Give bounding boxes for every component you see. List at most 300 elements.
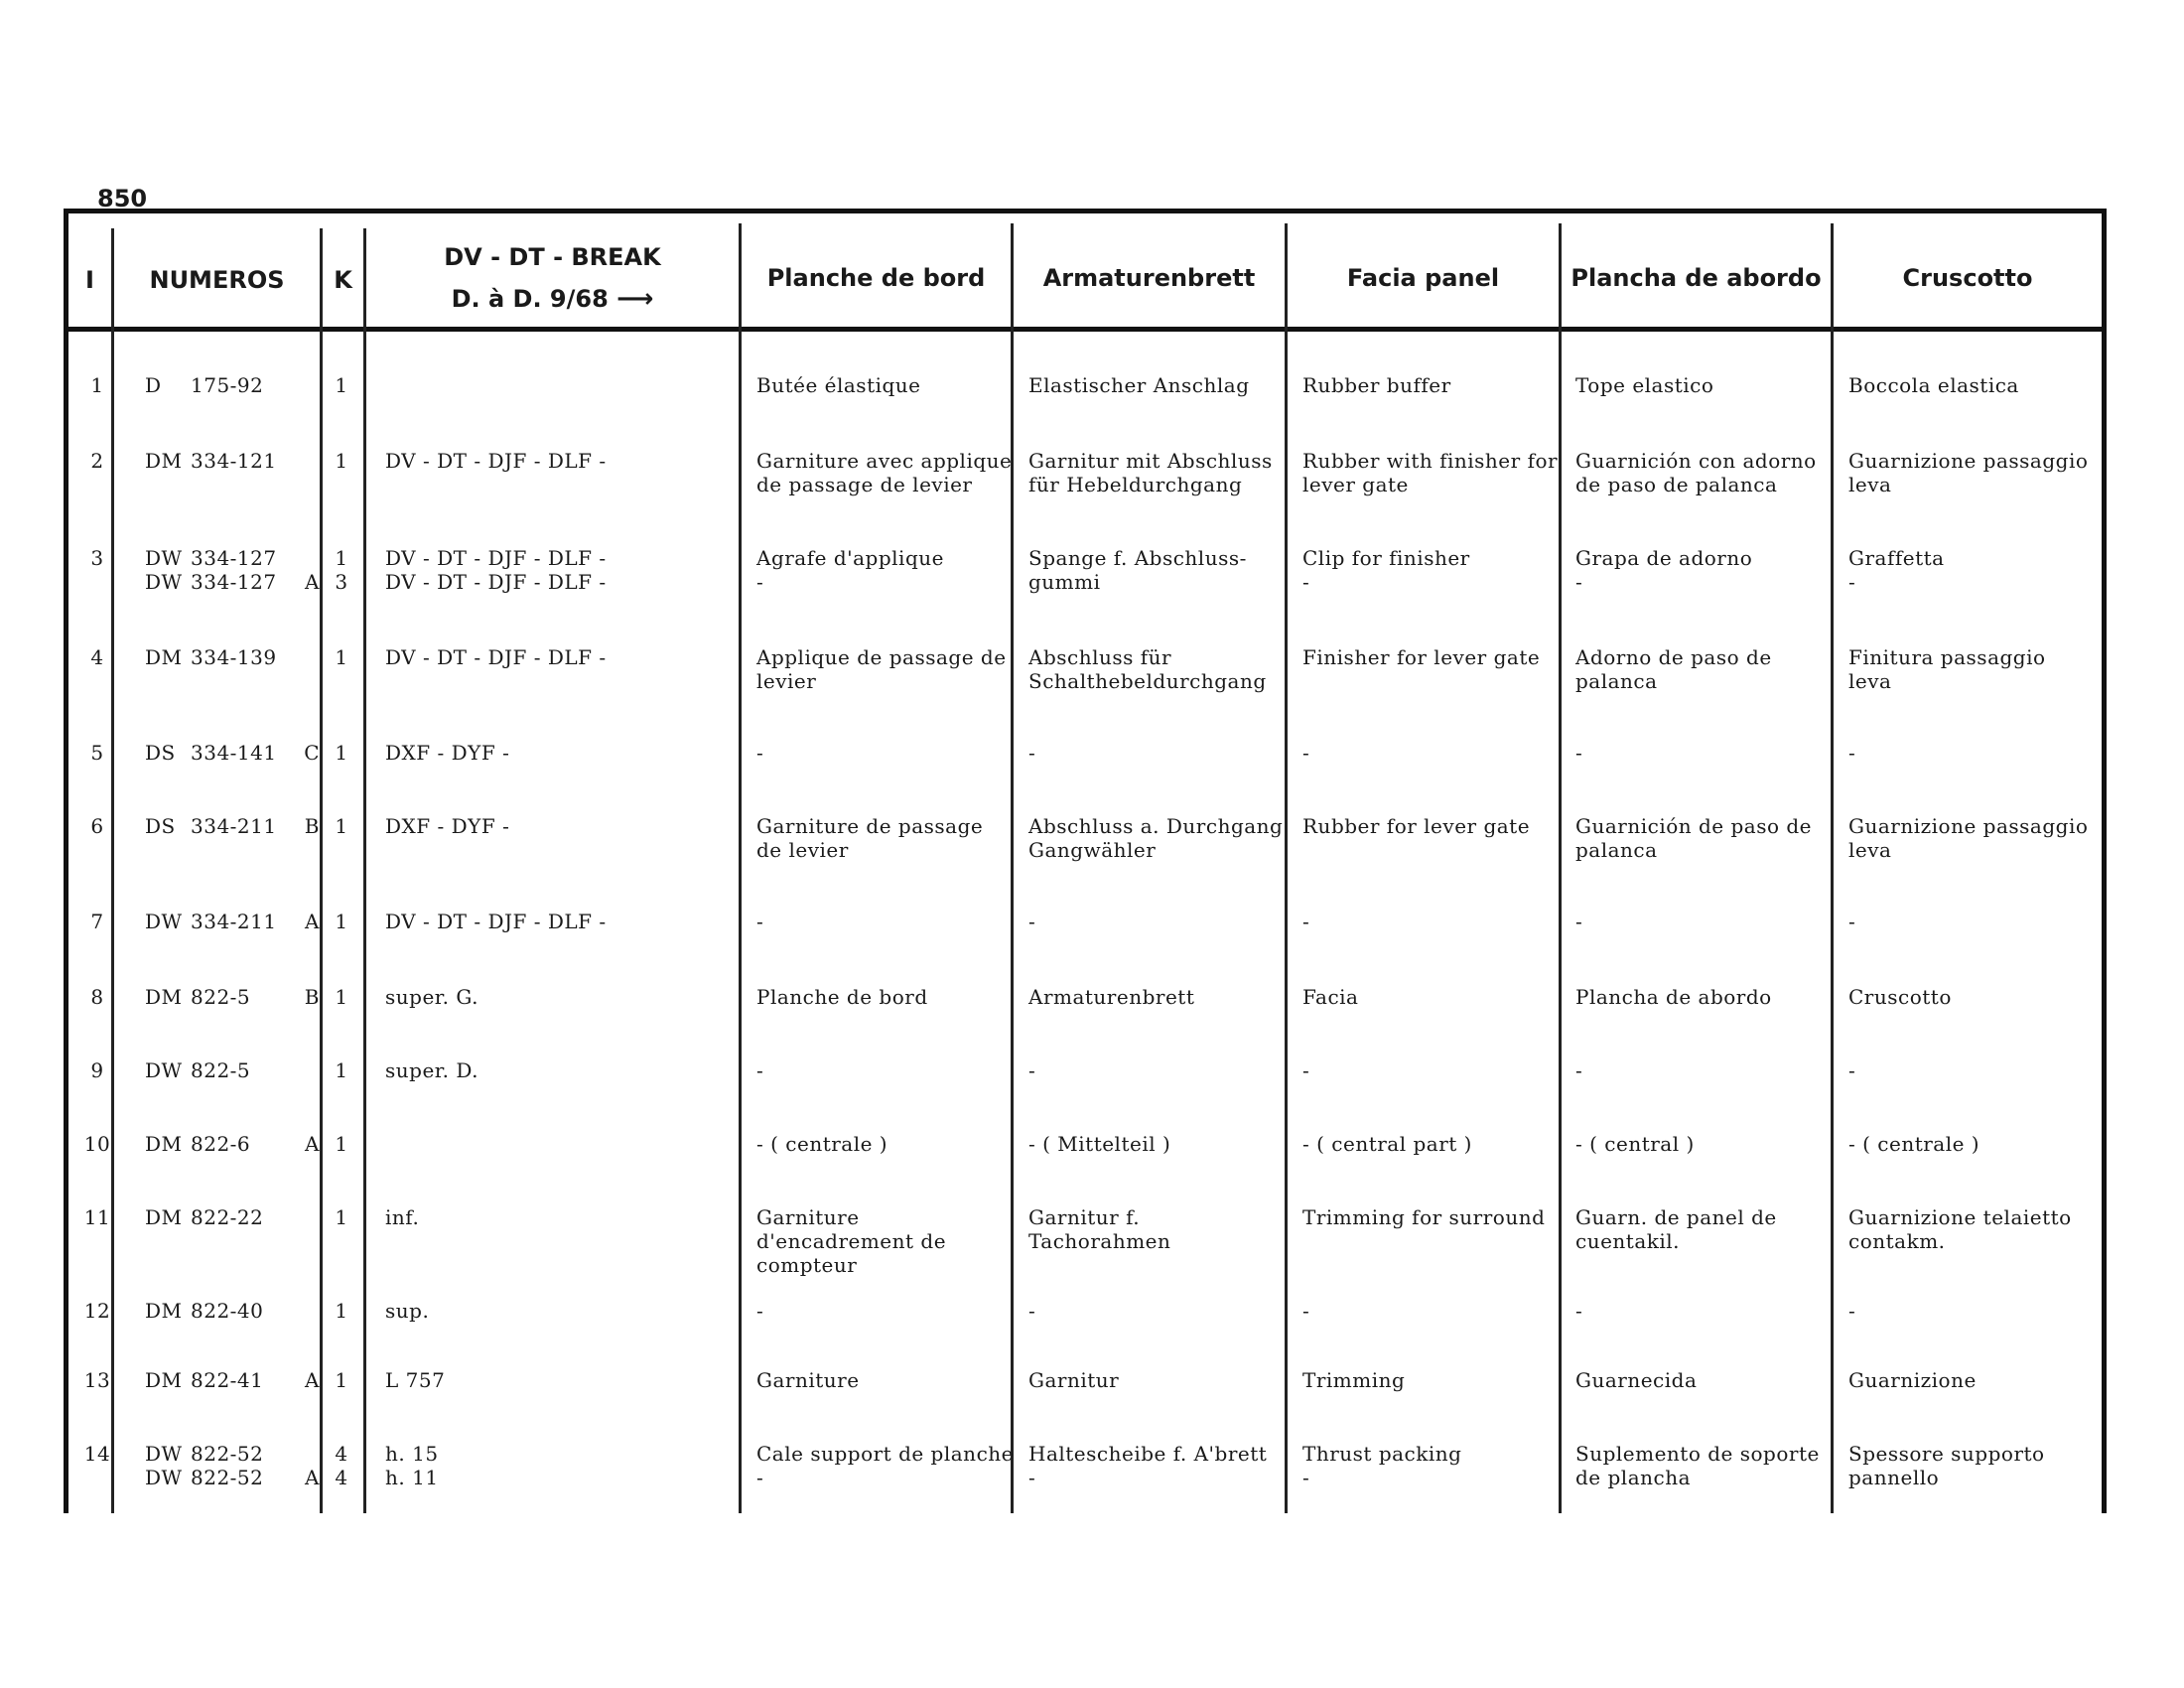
part-suffix: A [305, 1132, 320, 1156]
part-prefix: DW [145, 546, 183, 570]
quantity-value: 1 [335, 1132, 348, 1156]
description-italian-text: - [1848, 1299, 1856, 1323]
quantity-value: 1 [335, 1058, 348, 1082]
header-numeros: NUMEROS [149, 266, 285, 294]
quantity [332, 1368, 351, 1392]
description-italian [1848, 1368, 2095, 1392]
description-english-text: Clip for finisher [1302, 546, 1470, 570]
part-number [145, 645, 320, 669]
part-number-line [145, 1058, 320, 1082]
description-french-text: Garniture avec applique de passage de levier [756, 449, 1013, 496]
model-applicability [385, 814, 509, 838]
description-french [756, 1205, 1015, 1277]
description-german [1028, 1368, 1289, 1392]
header-model-line2: D. à D. 9/68 [451, 285, 609, 313]
header-italian: Cruscotto [1902, 264, 2033, 292]
model-value: DV - DT - DJF - DLF - [385, 645, 607, 669]
description-spanish-text: Grapa de adorno [1575, 546, 1753, 570]
part-number [145, 1205, 320, 1229]
description-french [756, 1132, 1015, 1156]
part-code: 822-6 [191, 1132, 251, 1156]
quantity [332, 985, 351, 1009]
description-italian-text: Boccola elastica [1848, 373, 2019, 397]
part-suffix: C [304, 741, 320, 765]
part-number-line [145, 1466, 320, 1489]
description-english [1302, 1442, 1563, 1489]
description-german [1028, 814, 1289, 862]
column-divider [363, 228, 366, 1513]
quantity [332, 814, 351, 838]
description-spanish [1575, 814, 1834, 862]
quantity-value: 1 [335, 373, 348, 397]
quantity-value: 1 [335, 814, 348, 838]
description-german-text-2 [1028, 594, 1289, 618]
description-spanish [1575, 373, 1834, 397]
description-english [1302, 373, 1563, 397]
description-german [1028, 741, 1289, 765]
description-english-text: Trimming for surround [1302, 1205, 1546, 1229]
header-index: I [85, 266, 94, 294]
row-index: 8 [90, 985, 104, 1009]
model-applicability [385, 546, 607, 594]
quantity-value: 1 [335, 1205, 348, 1229]
description-spanish [1575, 1058, 1834, 1082]
description-german-text: - ( Mittelteil ) [1028, 1132, 1171, 1156]
part-code: 334-211 [191, 814, 277, 838]
model-value: super. G. [385, 985, 478, 1009]
description-french [756, 910, 1015, 933]
description-italian-text-2 [1848, 1489, 2095, 1513]
part-number-line [145, 1299, 320, 1323]
quantity-value: 4 [335, 1466, 348, 1489]
header-english: Facia panel [1346, 264, 1500, 292]
model-value: DV - DT - DJF - DLF - [385, 910, 607, 933]
description-italian [1848, 546, 2095, 594]
model-applicability [385, 449, 607, 473]
part-code: 822-5 [191, 985, 251, 1009]
description-english [1302, 1132, 1563, 1156]
model-applicability [385, 1442, 439, 1489]
description-english [1302, 1058, 1563, 1082]
description-spanish-text: Plancha de abordo [1575, 985, 1772, 1009]
description-italian-text: Finitura passaggio leva [1848, 645, 2046, 693]
description-english-text: Finisher for lever gate [1302, 645, 1541, 669]
description-italian [1848, 910, 2095, 933]
description-english-text: - [1302, 910, 1310, 933]
description-french [756, 546, 1015, 594]
header-german: Armaturenbrett [1042, 264, 1256, 292]
part-number-line [145, 570, 320, 594]
description-italian [1848, 985, 2095, 1009]
model-applicability [385, 985, 478, 1009]
description-german-text: Spange f. Abschluss-gummi [1028, 546, 1247, 594]
description-german [1028, 1299, 1289, 1323]
quantity [332, 1442, 351, 1489]
description-german-text: Garnitur [1028, 1368, 1120, 1392]
part-number [145, 814, 320, 838]
description-german [1028, 910, 1289, 933]
header-k: K [334, 266, 352, 294]
description-spanish-text: Tope elastico [1575, 373, 1714, 397]
part-prefix: DM [145, 1368, 183, 1392]
description-spanish [1575, 985, 1834, 1009]
part-suffix: A [305, 1368, 320, 1392]
description-german [1028, 449, 1289, 496]
description-italian-text: Graffetta [1848, 546, 1945, 570]
description-english [1302, 1205, 1563, 1229]
description-spanish-text: Suplemento de soporte de plancha [1575, 1442, 1820, 1489]
model-value: sup. [385, 1299, 430, 1323]
description-spanish [1575, 546, 1834, 594]
row-index: 9 [90, 1058, 104, 1082]
description-spanish [1575, 910, 1834, 933]
row-index: 11 [83, 1205, 111, 1229]
description-spanish [1575, 1442, 1834, 1513]
header-model-line2-wrap [452, 278, 654, 320]
row-index: 6 [90, 814, 104, 838]
description-italian-text: Guarnizione [1848, 1368, 1977, 1392]
description-german-text-2: - [1028, 1466, 1036, 1489]
part-prefix: DM [145, 1299, 183, 1323]
description-italian [1848, 1299, 2095, 1323]
description-french-text: - [756, 910, 764, 933]
part-prefix: DW [145, 1466, 183, 1489]
description-english-text: Rubber with finisher for lever gate [1302, 449, 1559, 496]
part-number-line [145, 910, 320, 933]
description-italian [1848, 373, 2095, 397]
description-english [1302, 1368, 1563, 1392]
description-italian-text: Spessore supporto pannello [1848, 1442, 2045, 1489]
part-code: 175-92 [191, 373, 264, 397]
description-english-text: - [1302, 1299, 1310, 1323]
part-number [145, 1442, 320, 1489]
part-number [145, 449, 320, 473]
description-french-text: - ( centrale ) [756, 1132, 888, 1156]
description-spanish-text: - [1575, 1299, 1583, 1323]
part-prefix: DM [145, 985, 183, 1009]
description-french [756, 1368, 1015, 1392]
description-italian [1848, 1442, 2095, 1513]
description-italian-text: - [1848, 910, 1856, 933]
part-number-line [145, 1442, 320, 1466]
part-number [145, 373, 320, 397]
quantity-value: 1 [335, 1299, 348, 1323]
description-german [1028, 546, 1289, 618]
description-italian [1848, 814, 2095, 862]
description-french [756, 741, 1015, 765]
quantity-value: 4 [335, 1442, 348, 1466]
part-number-line [145, 645, 320, 669]
description-italian [1848, 1205, 2095, 1253]
part-number-line [145, 373, 320, 397]
quantity-value: 1 [335, 645, 348, 669]
row-index: 13 [83, 1368, 111, 1392]
description-german-text: Elastischer Anschlag [1028, 373, 1250, 397]
part-suffix: A [305, 1466, 320, 1489]
quantity [332, 910, 351, 933]
part-prefix: DM [145, 1205, 183, 1229]
description-spanish [1575, 645, 1834, 693]
column-divider [739, 223, 742, 1513]
model-value: DV - DT - DJF - DLF - [385, 570, 607, 594]
model-applicability [385, 910, 607, 933]
description-german-text: Armaturenbrett [1028, 985, 1195, 1009]
quantity [332, 449, 351, 473]
row-index: 5 [90, 741, 104, 765]
quantity [332, 1205, 351, 1229]
model-value: DV - DT - DJF - DLF - [385, 546, 607, 570]
description-german [1028, 1442, 1289, 1489]
part-code: 822-5 [191, 1058, 251, 1082]
description-french-text: Planche de bord [756, 985, 928, 1009]
description-italian-text: Guarnizione passaggio leva [1848, 449, 2089, 496]
part-code: 334-211 [191, 910, 277, 933]
description-english-text: Rubber buffer [1302, 373, 1451, 397]
description-spanish-text: Guarnición de paso de palanca [1575, 814, 1813, 862]
description-spanish-text: Adorno de paso de palanca [1575, 645, 1772, 693]
description-spanish-text: - [1575, 741, 1583, 765]
description-english-text: Facia [1302, 985, 1359, 1009]
part-number-line [145, 449, 320, 473]
row-index: 4 [90, 645, 104, 669]
description-italian-text: Guarnizione passaggio leva [1848, 814, 2089, 862]
description-german [1028, 1132, 1289, 1156]
model-value: DXF - DYF - [385, 814, 510, 838]
description-french-text: Agrafe d'applique [756, 546, 944, 570]
description-spanish [1575, 1132, 1834, 1156]
description-german-text: Abschluss a. Durchgang Gangwähler [1028, 814, 1284, 862]
description-english-text-2: - [1302, 570, 1310, 594]
part-prefix: DS [145, 741, 176, 765]
description-spanish [1575, 1299, 1834, 1323]
description-french-text: Cale support de planche [756, 1442, 1014, 1466]
description-english-text: - [1302, 1058, 1310, 1082]
quantity-value: 1 [335, 910, 348, 933]
part-code: 822-52 [191, 1442, 264, 1466]
part-prefix: DS [145, 814, 176, 838]
quantity [332, 1299, 351, 1323]
description-spanish [1575, 1205, 1834, 1253]
part-number-line [145, 546, 320, 570]
description-german [1028, 373, 1289, 397]
description-italian-text-2: - [1848, 570, 1856, 594]
part-number [145, 1368, 320, 1392]
quantity-value: 1 [335, 985, 348, 1009]
model-value [385, 373, 392, 397]
quantity [332, 1132, 351, 1156]
description-italian-text: Guarnizione telaietto contakm. [1848, 1205, 2072, 1253]
part-prefix: DM [145, 645, 183, 669]
description-spanish [1575, 449, 1834, 496]
description-german [1028, 1205, 1289, 1253]
quantity-value: 1 [335, 546, 348, 570]
column-divider [320, 228, 323, 1513]
description-spanish-text: - ( central ) [1575, 1132, 1695, 1156]
description-italian [1848, 1058, 2095, 1082]
part-code: 334-141 [191, 741, 277, 765]
description-spanish-text-2: - [1575, 570, 1583, 594]
quantity [332, 373, 351, 397]
description-german-text: Garnitur mit Abschluss für Hebeldurchgang [1028, 449, 1273, 496]
quantity [332, 645, 351, 669]
description-spanish-text: Guarnecida [1575, 1368, 1698, 1392]
row-index: 14 [83, 1442, 111, 1466]
header-french: Planche de bord [766, 264, 986, 292]
description-italian [1848, 449, 2095, 496]
description-french-text: - [756, 1299, 764, 1323]
model-value: DXF - DYF - [385, 741, 510, 765]
model-applicability [385, 373, 392, 397]
description-german-text: Garnitur f. Tachorahmen [1028, 1205, 1171, 1253]
part-number [145, 910, 320, 933]
part-prefix: DW [145, 1058, 183, 1082]
model-applicability [385, 1132, 392, 1156]
part-number [145, 1058, 320, 1082]
part-prefix: DW [145, 570, 183, 594]
part-number-line [145, 1205, 320, 1229]
description-german [1028, 1058, 1289, 1082]
part-code: 822-22 [191, 1205, 264, 1229]
quantity-value: 1 [335, 741, 348, 765]
part-number [145, 741, 320, 765]
model-applicability [385, 1368, 445, 1392]
quantity-value: 1 [335, 449, 348, 473]
description-german-text: Abschluss für Schalthebeldurchgang [1028, 645, 1267, 693]
description-italian-text: - [1848, 741, 1856, 765]
arrow-right-icon: ⟶ [616, 284, 654, 314]
row-index: 12 [83, 1299, 111, 1323]
description-english [1302, 910, 1563, 933]
row-index: 3 [90, 546, 104, 570]
part-number [145, 985, 320, 1009]
description-italian [1848, 1132, 2095, 1156]
header-rule [64, 327, 2107, 332]
part-number-line [145, 1132, 320, 1156]
part-prefix: DM [145, 449, 183, 473]
description-french [756, 814, 1015, 862]
part-code: 334-127 [191, 570, 277, 594]
model-value: inf. [385, 1205, 420, 1229]
description-english [1302, 741, 1563, 765]
description-german-text: - [1028, 1058, 1036, 1082]
description-english [1302, 814, 1563, 838]
description-french-text-2: - [756, 1466, 764, 1489]
description-spanish-text: Guarn. de panel de cuentakil. [1575, 1205, 1777, 1253]
description-english-text: - [1302, 741, 1310, 765]
part-code: 334-127 [191, 546, 277, 570]
model-applicability [385, 1205, 419, 1229]
part-code: 822-41 [191, 1368, 264, 1392]
model-value: h. 11 [385, 1466, 439, 1489]
part-prefix: DM [145, 1132, 183, 1156]
description-spanish [1575, 741, 1834, 765]
description-english-text-2: - [1302, 1466, 1310, 1489]
row-index: 2 [90, 449, 104, 473]
part-suffix: A [305, 570, 320, 594]
description-french-text: Butée élastique [756, 373, 921, 397]
description-english-text: Thrust packing [1302, 1442, 1462, 1466]
description-italian [1848, 741, 2095, 765]
description-french [756, 373, 1015, 397]
description-french [756, 1442, 1015, 1489]
model-value: h. 15 [385, 1442, 439, 1466]
description-french [756, 1299, 1015, 1323]
part-code: 822-40 [191, 1299, 264, 1323]
part-prefix: DW [145, 910, 183, 933]
part-number [145, 546, 320, 594]
page-number: 850 [97, 185, 148, 212]
description-english [1302, 645, 1563, 669]
description-spanish-text: Guarnición con adorno de paso de palanca [1575, 449, 1817, 496]
description-italian-text: - ( centrale ) [1848, 1132, 1980, 1156]
description-french [756, 1058, 1015, 1082]
description-spanish-text-2 [1575, 1489, 1834, 1513]
model-applicability [385, 1299, 429, 1323]
quantity [332, 1058, 351, 1082]
row-index: 10 [83, 1132, 111, 1156]
part-number [145, 1299, 320, 1323]
description-italian-text: Cruscotto [1848, 985, 1952, 1009]
description-french [756, 985, 1015, 1009]
description-spanish-text: - [1575, 1058, 1583, 1082]
description-french-text: - [756, 1058, 764, 1082]
part-suffix: A [305, 910, 320, 933]
description-italian [1848, 645, 2095, 693]
model-value: super. D. [385, 1058, 479, 1082]
description-german-text: - [1028, 741, 1036, 765]
model-value: L 757 [385, 1368, 446, 1392]
description-french-text: Garniture [756, 1368, 860, 1392]
part-number-line [145, 1368, 320, 1392]
description-french-text-2: - [756, 570, 764, 594]
quantity-value: 3 [335, 570, 348, 594]
part-code: 334-139 [191, 645, 277, 669]
quantity-value: 1 [335, 1368, 348, 1392]
description-french [756, 449, 1015, 496]
description-english-text: - ( central part ) [1302, 1132, 1472, 1156]
quantity [332, 741, 351, 765]
part-code: 822-52 [191, 1466, 264, 1489]
description-english-text: Rubber for lever gate [1302, 814, 1531, 838]
description-english [1302, 449, 1563, 496]
description-spanish-text: - [1575, 910, 1583, 933]
model-applicability [385, 1058, 478, 1082]
description-german-text: Haltescheibe f. A'brett [1028, 1442, 1268, 1466]
part-prefix: DW [145, 1442, 183, 1466]
row-index: 7 [90, 910, 104, 933]
header-model [366, 232, 739, 324]
row-index: 1 [90, 373, 104, 397]
description-french-text: - [756, 741, 764, 765]
part-prefix: D [145, 373, 162, 397]
description-english [1302, 546, 1563, 594]
description-english [1302, 985, 1563, 1009]
description-german-text: - [1028, 1299, 1036, 1323]
description-italian-text: - [1848, 1058, 1856, 1082]
description-english-text: Trimming [1302, 1368, 1406, 1392]
header-spanish: Plancha de abordo [1570, 264, 1822, 292]
description-english [1302, 1299, 1563, 1323]
part-number-line [145, 985, 320, 1009]
part-code: 334-121 [191, 449, 277, 473]
description-german-text: - [1028, 910, 1036, 933]
description-german [1028, 645, 1289, 693]
description-french [756, 645, 1015, 693]
model-value: DV - DT - DJF - DLF - [385, 449, 607, 473]
model-value [385, 1132, 392, 1156]
part-suffix: B [304, 814, 320, 838]
description-french-text: Applique de passage de levier [756, 645, 1007, 693]
